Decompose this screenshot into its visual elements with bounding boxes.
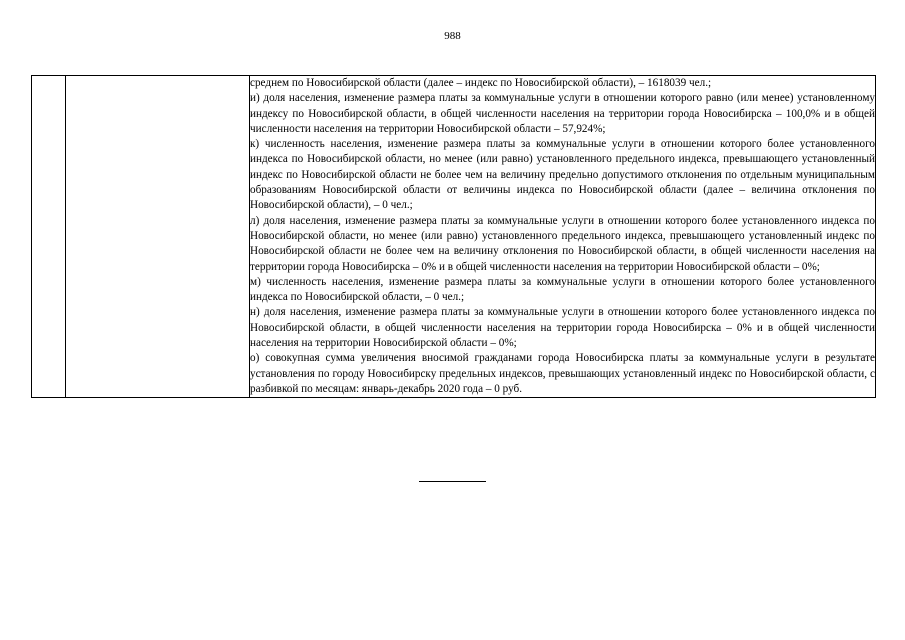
document-table — [31, 75, 876, 398]
table-row — [32, 76, 876, 398]
row-text-cell — [250, 76, 876, 398]
page-number: 988 — [444, 30, 461, 42]
paragraph-continuation: среднем по Новосибирской области (далее – индекс по Новосибирской области), – 1618039 чел.; — [250, 77, 712, 89]
footnote-separator — [419, 481, 486, 482]
row-name-cell — [66, 76, 250, 398]
paragraph-n: н) доля населения, изменение размера платы за коммунальные услуги в отношении которого более установленного индекса по Новосибирской области, в общей численности населения на территории города Новосибирска – 0% и в общей численности населения на территории Новосибирской области – 0%; — [250, 306, 875, 350]
paragraph-m: м) численность населения, изменение размера платы за коммунальные услуги в отношении которого более установленного индекса по Новосибирской области, – 0 чел.; — [250, 275, 875, 304]
paragraph-o: о) совокупная сумма увеличения вносимой гражданами города Новосибирска платы за коммунальные услуги в результате установления по городу Новосибирску предельных индексов, превышающих установленный индекс по Новосибирской области, с разбивкой по месяцам: январь-декабрь 2020 года – 0 руб. — [250, 352, 875, 395]
paragraph-i: и) доля населения, изменение размера платы за коммунальные услуги в отношении которого равно (или менее) установленному индексу по Новосибирской области, в общей численности населения на территории города Новосибирска – 100,0% и в общей численности населения на территории Новосибирской области – 57,924%; — [250, 92, 875, 135]
paragraph-l: л) доля населения, изменение размера платы за коммунальные услуги в отношении которого более установленного индекса по Новосибирской области, но менее (или равно) установленного предельного индекса, превышающего установленный индекс по Новосибирской области не более чем на величину отклонения по Новосибирской области, в общей численности населения на территории города Новосибирска – 0% и в общей численности населения на территории Новосибирской области – 0%; — [250, 214, 875, 273]
row-number-cell — [32, 76, 66, 398]
paragraph-k: к) численность населения, изменение размера платы за коммунальные услуги в отношении которого более установленного индекса по Новосибирской области, но менее (или равно) установленного предельного индекса, превышающего установленный индекс по Новосибирской области не более чем на величину предельно допустимого отклонения по отдельным муниципальным образованиям Новосибирской области от величины индекса по Новосибирской области (далее – величина отклонения по Новосибирской области), – 0 чел.; — [250, 138, 875, 212]
